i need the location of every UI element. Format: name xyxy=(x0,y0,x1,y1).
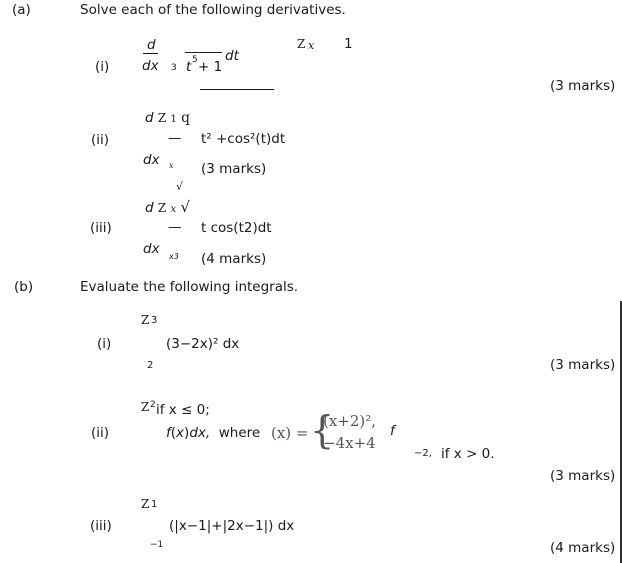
a-ii-q: q xyxy=(181,110,190,126)
a-ii-top-line xyxy=(145,112,190,126)
a-iii-lower-limit: x3 xyxy=(169,252,179,261)
b-i-marks: (3 marks) xyxy=(550,357,616,373)
b-ii-x: x xyxy=(176,425,185,441)
b-ii-label: (ii) xyxy=(91,425,110,441)
a-ii-lower-limit: x xyxy=(169,161,174,170)
b-ii-brace: { xyxy=(310,408,335,452)
a-i-upper-limit: x xyxy=(308,39,315,52)
a-ii-label: (ii) xyxy=(91,132,110,148)
b-ii-fx-lhs: (x) = xyxy=(271,424,309,442)
b-ii-integrand xyxy=(166,427,260,441)
a-iii-marks: (4 marks) xyxy=(201,251,267,267)
a-i-lower-limit: 3 xyxy=(171,63,177,73)
part-b-label: (b) xyxy=(14,279,34,295)
b-ii-fx: f xyxy=(166,425,171,441)
a-iii-integrand: t cos(t2)dt xyxy=(201,220,272,236)
b-i-upper-limit: 3 xyxy=(151,315,158,326)
b-ii-where: where xyxy=(210,425,261,441)
a-i-integral-sign: Z xyxy=(297,37,306,51)
b-ii-upper-limit: 2 xyxy=(150,400,156,410)
a-i-divider-line xyxy=(200,89,274,90)
part-a-label: (a) xyxy=(12,2,31,18)
b-ii-integral-sign: Z xyxy=(141,400,150,414)
b-ii-lower-limit: −2, xyxy=(414,448,432,459)
a-i-numerator: 1 xyxy=(344,36,353,52)
a-ii-dx: dx xyxy=(143,152,160,168)
a-iii-d: d xyxy=(145,200,154,216)
part-a-heading: Solve each of the following derivatives. xyxy=(80,2,346,18)
b-i-integrand: (3−2x)² dx xyxy=(166,336,240,352)
b-ii-case2-cond: if x > 0. xyxy=(441,446,495,462)
a-ii-d: d xyxy=(145,110,154,126)
a-i-marks: (3 marks) xyxy=(550,78,616,94)
b-ii-case2-expr: −4x+4 xyxy=(323,434,376,452)
b-iii-integral-sign: Z xyxy=(141,497,150,511)
a-iii-top-line xyxy=(145,200,190,216)
b-ii-case1-expr: (x+2)², xyxy=(323,412,377,430)
b-i-integral-sign: Z xyxy=(141,313,150,327)
a-i-exponent: 5 xyxy=(192,55,198,65)
b-ii-dx: dx, xyxy=(189,425,211,441)
a-iii-integral-sign: Z xyxy=(157,201,167,215)
a-i-fraction-bar xyxy=(143,53,158,54)
a-i-label: (i) xyxy=(95,59,110,75)
b-ii-f-symbol: f xyxy=(390,423,395,439)
a-i-integrand-bar xyxy=(185,52,222,53)
page-margin-rule xyxy=(620,301,622,563)
b-ii-case1-cond: if x ≤ 0; xyxy=(156,402,210,418)
b-iii-label: (iii) xyxy=(90,518,112,534)
a-i-dt: dt xyxy=(225,48,239,64)
b-i-label: (i) xyxy=(97,336,112,352)
a-iii-dash: — xyxy=(168,219,182,235)
a-iii-sqrt-icon: √ xyxy=(180,198,191,216)
a-i-d-denominator: dx xyxy=(142,58,159,74)
a-i-integrand-t: t xyxy=(186,59,192,75)
part-b-heading: Evaluate the following integrals. xyxy=(80,279,299,295)
b-ii-marks: (3 marks) xyxy=(550,468,616,484)
a-i-integrand-rest: + 1 xyxy=(198,59,223,75)
a-ii-integral-sign: Z xyxy=(157,111,167,125)
b-iii-marks: (4 marks) xyxy=(550,540,616,556)
a-ii-upper-limit: 1 xyxy=(170,114,177,125)
a-iii-sqrt-top: √ xyxy=(176,180,184,193)
a-iii-label: (iii) xyxy=(90,220,112,236)
a-ii-dash: — xyxy=(168,130,182,146)
a-i-d-numerator: d xyxy=(147,37,156,53)
b-iii-integrand: (|x−1|+|2x−1|) dx xyxy=(169,518,295,534)
b-ii-close: ) xyxy=(184,425,190,441)
a-ii-integrand: t² +cos²(t)dt xyxy=(201,131,286,147)
a-iii-upper-limit: x xyxy=(170,204,177,215)
a-ii-marks: (3 marks) xyxy=(201,161,267,177)
b-ii-fx-arg: ( xyxy=(170,425,177,441)
b-i-lower-limit: 2 xyxy=(147,360,154,371)
a-iii-dx: dx xyxy=(143,241,160,257)
b-iii-lower-limit: −1 xyxy=(150,540,164,550)
b-iii-upper-limit: 1 xyxy=(151,499,158,510)
